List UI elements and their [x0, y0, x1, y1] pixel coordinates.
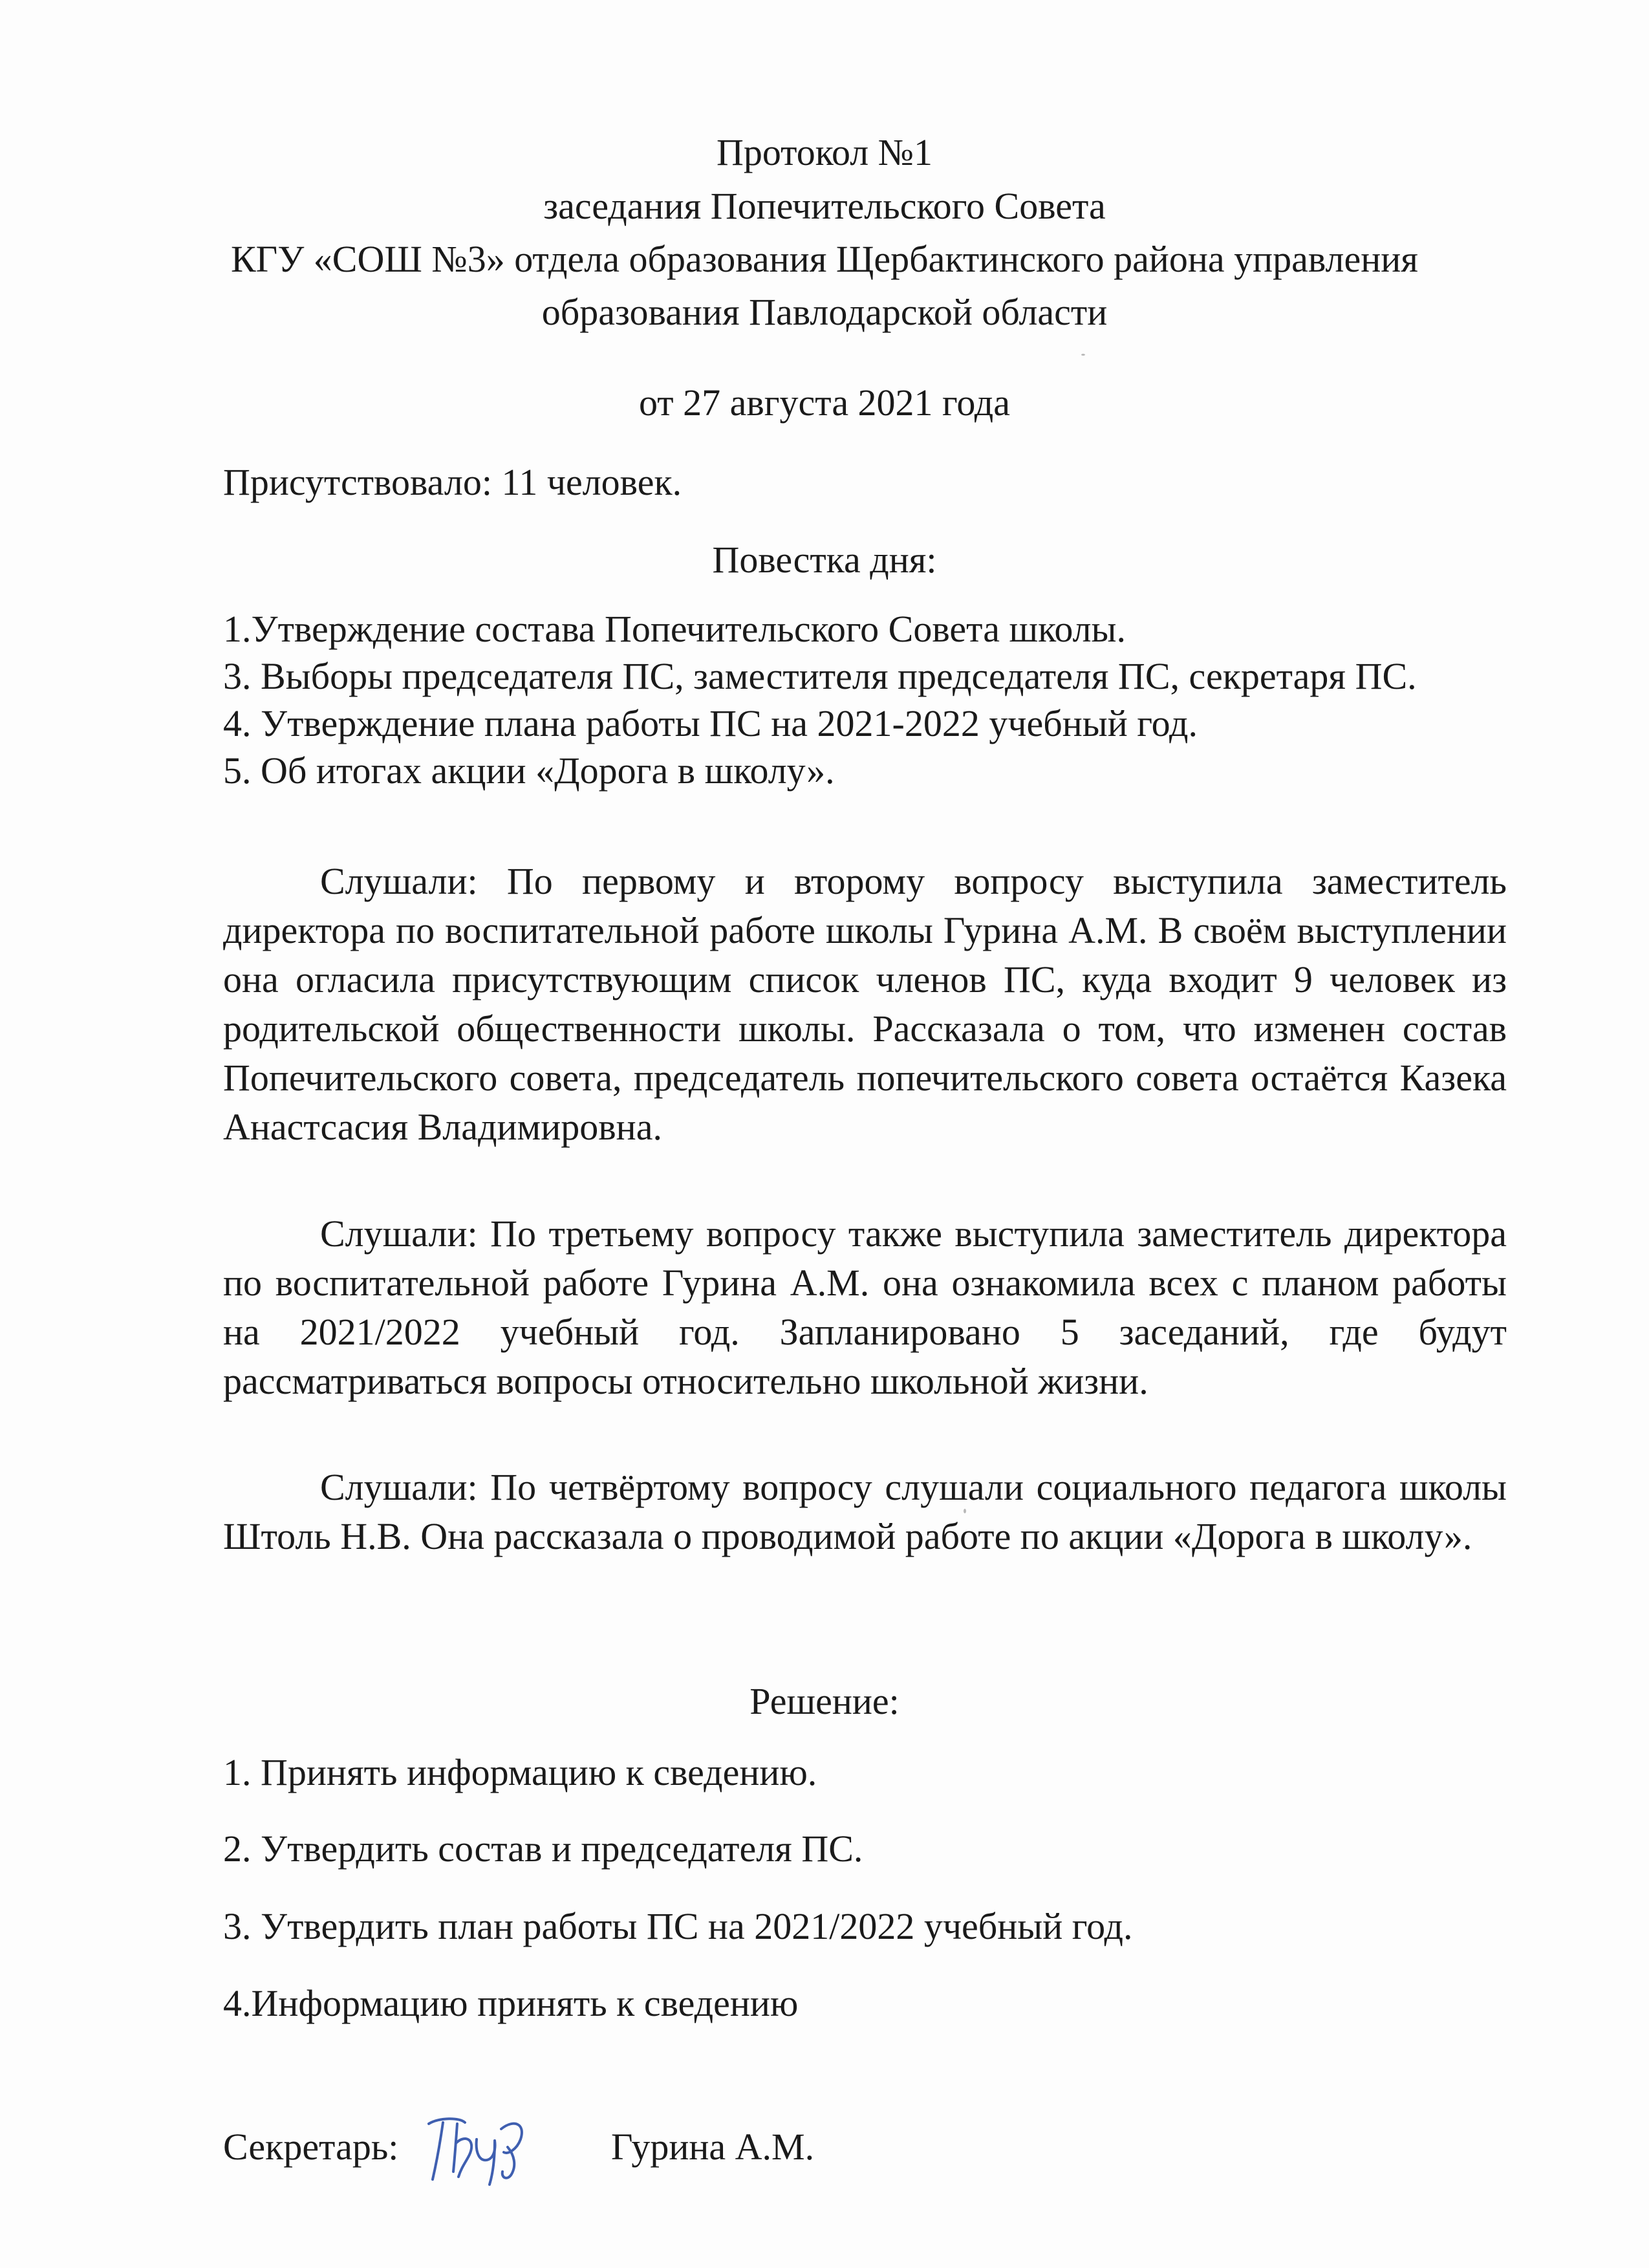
secretary-label: Секретарь:	[223, 2126, 399, 2168]
agenda-item: 3. Выборы председателя ПС, заместителя председателя ПС, секретаря ПС.	[223, 655, 1417, 697]
decision-title: Решение:	[749, 1680, 900, 1722]
hearing-paragraph: Слушали: По первому и второму вопросу выступила заместитель директора по воспитательной работе школы Гурина А.М. В своём выступлении она огласила присутствующим список членов ПС, куда входит 9 человек из родительской общественности школы. Рассказала о том, что изменен состав Попечительского совета, председатель попечительского совета остаётся Казека Анастсасия Владимировна.	[223, 860, 1507, 1148]
handwritten-signature	[417, 2110, 534, 2187]
agenda-item: 4. Утверждение плана работы ПС на 2021-2022 учебный год.	[223, 702, 1198, 744]
organization-line-2: образования Павлодарской области	[541, 291, 1108, 333]
organization-line: КГУ «СОШ №3» отдела образования Щербактинского района управления	[231, 238, 1418, 280]
hearing-paragraph: Слушали: По четвёртому вопросу слушали социального педагога школы Штоль Н.В. Она рассказала о проводимой работе по акции «Дорога в школу».	[223, 1466, 1507, 1557]
decision-item: 2. Утвердить состав и председателя ПС.	[223, 1828, 863, 1870]
protocol-subtitle: заседания Попечительского Совета	[543, 185, 1106, 227]
decision-item: 1. Принять информацию к сведению.	[223, 1751, 817, 1793]
attendance-text: Присутствовало: 11 человек.	[223, 461, 682, 503]
scan-speck	[964, 1509, 966, 1513]
secretary-name: Гурина А.М.	[611, 2126, 815, 2168]
protocol-title: Протокол №1	[717, 131, 932, 173]
decision-item: 3. Утвердить план работы ПС на 2021/2022 учебный год.	[223, 1905, 1133, 1947]
decision-item: 4.Информацию принять к сведению	[223, 1982, 799, 2024]
agenda-item: 5. Об итогах акции «Дорога в школу».	[223, 750, 835, 792]
agenda-item: 1.Утверждение состава Попечительского Совета школы.	[223, 608, 1126, 650]
protocol-date: от 27 августа 2021 года	[639, 382, 1010, 424]
scan-speck	[1081, 354, 1085, 356]
agenda-title: Повестка дня:	[712, 539, 937, 581]
signature-row	[223, 2110, 1128, 2187]
hearing-paragraph: Слушали: По третьему вопросу также выступила заместитель директора по воспитательной работе Гурина А.М. она ознакомила всех с планом работы на 2021/2022 учебный год. Запланировано 5 заседаний, где будут рассматриваться вопросы относительно школьной жизни.	[223, 1213, 1507, 1402]
